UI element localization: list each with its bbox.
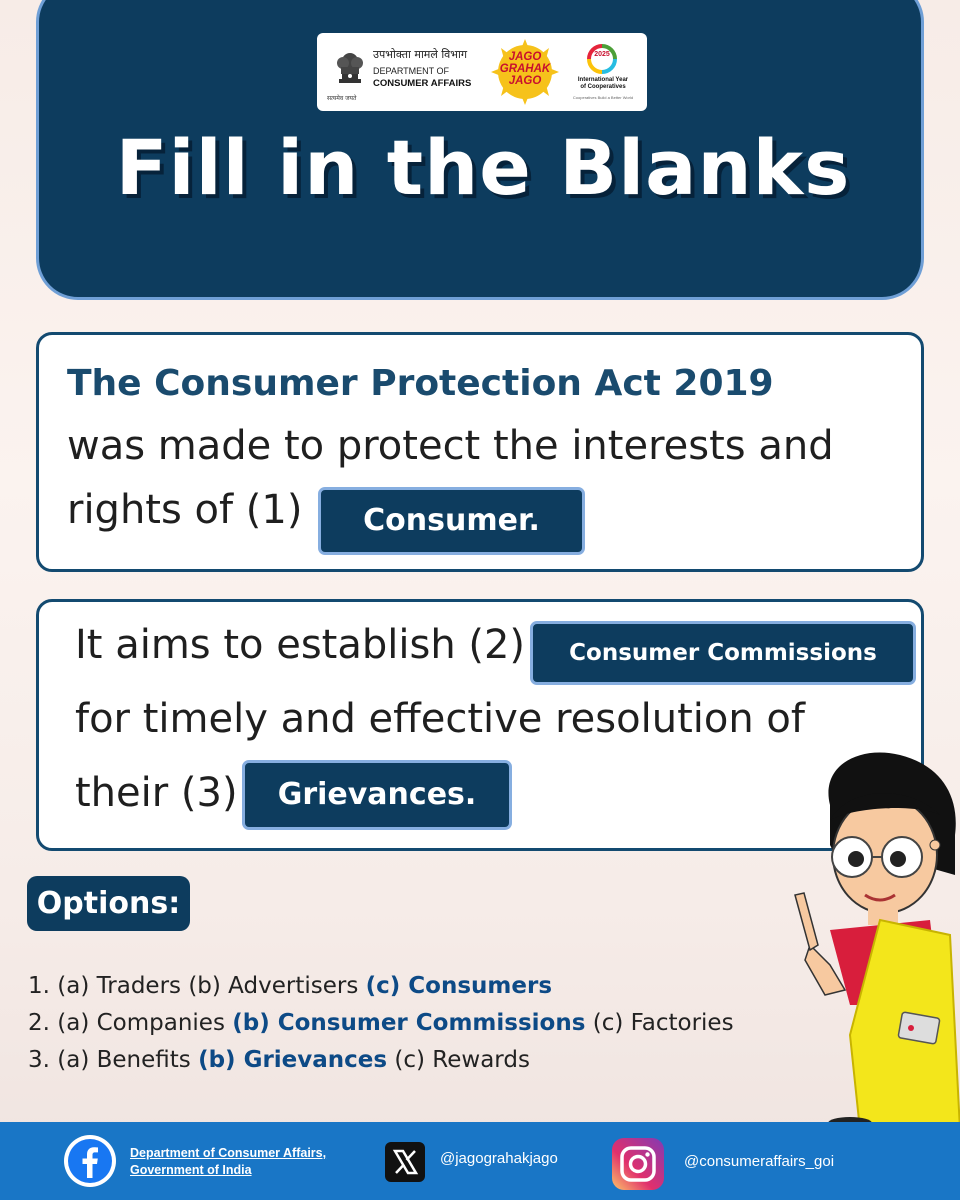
x-handle[interactable]: @jagograhakjago <box>440 1150 558 1167</box>
iyc-label-line2: of Cooperatives <box>580 84 626 90</box>
question2-line1: It aims to establish (2) <box>75 622 526 668</box>
question1-heading: The Consumer Protection Act 2019 <box>67 363 774 404</box>
dept-name-line1: DEPARTMENT OF <box>373 66 450 76</box>
jago-logo-text <box>489 51 561 87</box>
dept-name-line2: CONSUMER AFFAIRS <box>373 78 472 89</box>
iyc-2025-logo <box>579 39 625 79</box>
iyc-label <box>569 77 637 91</box>
emblem-caption: सत्यमेव जयते <box>327 95 357 102</box>
facebook-link-line1[interactable]: Department of Consumer Affairs, <box>130 1146 327 1160</box>
x-icon[interactable] <box>385 1142 425 1182</box>
answer-2-box: Consumer Commissions <box>530 621 916 685</box>
jago-word-3: JAGO <box>508 75 542 87</box>
social-footer <box>0 1122 960 1200</box>
question1-line3: rights of (1) <box>67 487 303 533</box>
ashoka-emblem-icon <box>333 43 367 93</box>
jago-word-1: JAGO <box>508 51 542 63</box>
option-1-answer: (c) Consumers <box>365 973 553 999</box>
logo-strip <box>317 33 647 111</box>
facebook-icon[interactable] <box>63 1134 117 1188</box>
jago-grahak-mascot-illustration <box>790 745 960 1130</box>
option-3-text: 3. (a) Benefits <box>28 1047 199 1073</box>
option-2-text: 2. (a) Companies <box>28 1010 233 1036</box>
jago-word-2: GRAHAK <box>499 63 551 75</box>
question-card-1 <box>36 332 924 572</box>
iyc-tagline: Cooperatives Build a Better World <box>572 95 634 100</box>
option-1-text: 1. (a) Traders (b) Advertisers <box>28 973 366 999</box>
option-2-suffix: (c) Factories <box>585 1010 734 1036</box>
question1-line2: was made to protect the interests and <box>67 423 834 469</box>
options-list <box>28 968 734 1079</box>
instagram-icon[interactable] <box>612 1138 664 1190</box>
answer-3-box: Grievances. <box>242 760 512 830</box>
facebook-link-line2[interactable]: Government of India <box>130 1163 252 1177</box>
option-item-3 <box>28 1042 734 1079</box>
option-2-answer: (b) Consumer Commissions <box>232 1010 586 1036</box>
facebook-link[interactable] <box>130 1145 326 1179</box>
option-3-suffix: (c) Rewards <box>387 1047 530 1073</box>
instagram-handle[interactable]: @consumeraffairs_goi <box>684 1153 835 1170</box>
option-item-2 <box>28 1005 734 1042</box>
iyc-label-line1: International Year <box>577 77 629 83</box>
dept-name-hindi: उपभोक्ता मामले विभाग <box>373 48 468 61</box>
iyc-year: 2025 <box>594 51 610 58</box>
header-banner <box>36 0 924 300</box>
question2-line2: for timely and effective resolution of <box>75 696 805 742</box>
answer-1-box: Consumer. <box>318 487 585 555</box>
option-3-answer: (b) Grievances <box>198 1047 388 1073</box>
option-item-1 <box>28 968 734 1005</box>
options-label: Options: <box>27 876 190 931</box>
question2-line3: their (3) <box>75 770 238 816</box>
page-title: Fill in the Blanks <box>115 123 851 212</box>
